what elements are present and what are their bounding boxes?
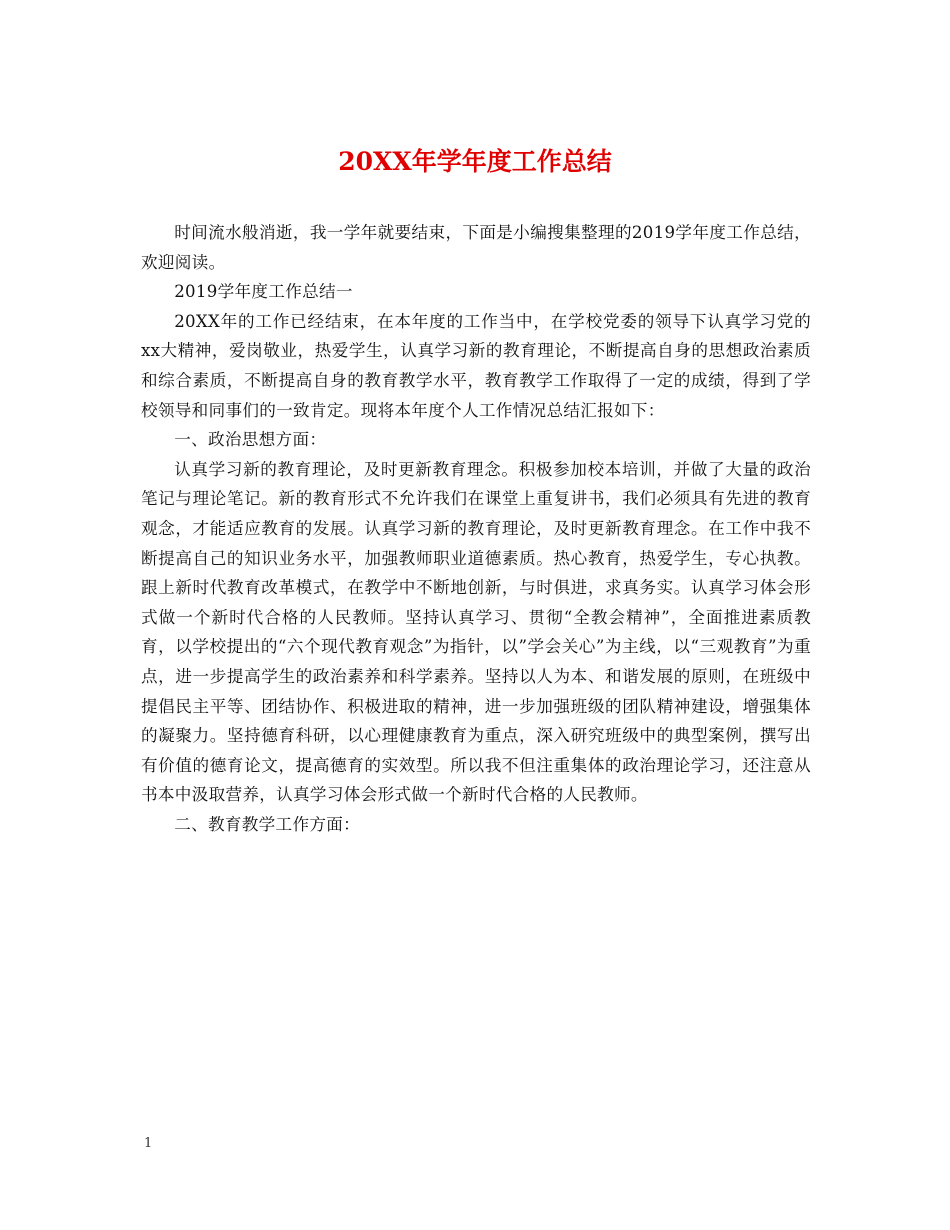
body-paragraph: 20XX年的工作已经结束，在本年度的工作当中，在学校党委的领导下认真学习党的xx大精神，爱岗敬业，热爱学生，认真学习新的教育理论，不断提高自身的思想政治素质和综合素质，不断提高自身的教育教学水平，教育教学工作取得了一定的成绩，得到了学校领导和同事们的一致肯定。现将本年度个人工作情况总结汇报如下： xyxy=(141,311,811,420)
document-body xyxy=(141,218,811,839)
subsection-heading: 一、政治思想方面： xyxy=(174,430,327,450)
subsection-heading: 二、教育教学工作方面： xyxy=(174,814,361,834)
intro-paragraph: 时间流水般消逝，我一学年就要结束，下面是小编搜集整理的2019学年度工作总结，欢迎阅读。 xyxy=(141,223,811,272)
page-number: 1 xyxy=(144,1136,153,1151)
section-heading: 2019学年度工作总结一 xyxy=(174,282,353,302)
body-paragraph: 认真学习新的教育理论，及时更新教育理念。积极参加校本培训，并做了大量的政治笔记与理论笔记。新的教育形式不允许我们在课堂上重复讲书，我们必须具有先进的教育观念，才能适应教育的发展。认真学习新的教育理论，及时更新教育理念。在工作中我不断提高自己的知识业务水平，加强教师职业道德素质。热心教育，热爱学生，专心执教。跟上新时代教育改革模式，在教学中不断地创新，与时俱进，求真务实。认真学习体会形式做一个新时代合格的人民教师。坚持认真学习、贯彻“全教会精神”，全面推进素质教育，以学校提出的“六个现代教育观念”为指针，以”学会关心”为主线，以“三观教育”为重点，进一步提高学生的政治素养和科学素养。坚持以人为本、和谐发展的原则，在班级中提倡民主平等、团结协作、积极进取的精神，进一步加强班级的团队精神建设，增强集体的凝聚力。坚持德育科研，以心理健康教育为重点，深入研究班级中的典型案例，撰写出有价值的德育论文，提高德育的实效型。所以我不但注重集体的政治理论学习，还注意从书本中汲取营养，认真学习体会形式做一个新时代合格的人民教师。 xyxy=(141,459,811,805)
document-title: 20XX年学年度工作总结 xyxy=(338,147,612,176)
